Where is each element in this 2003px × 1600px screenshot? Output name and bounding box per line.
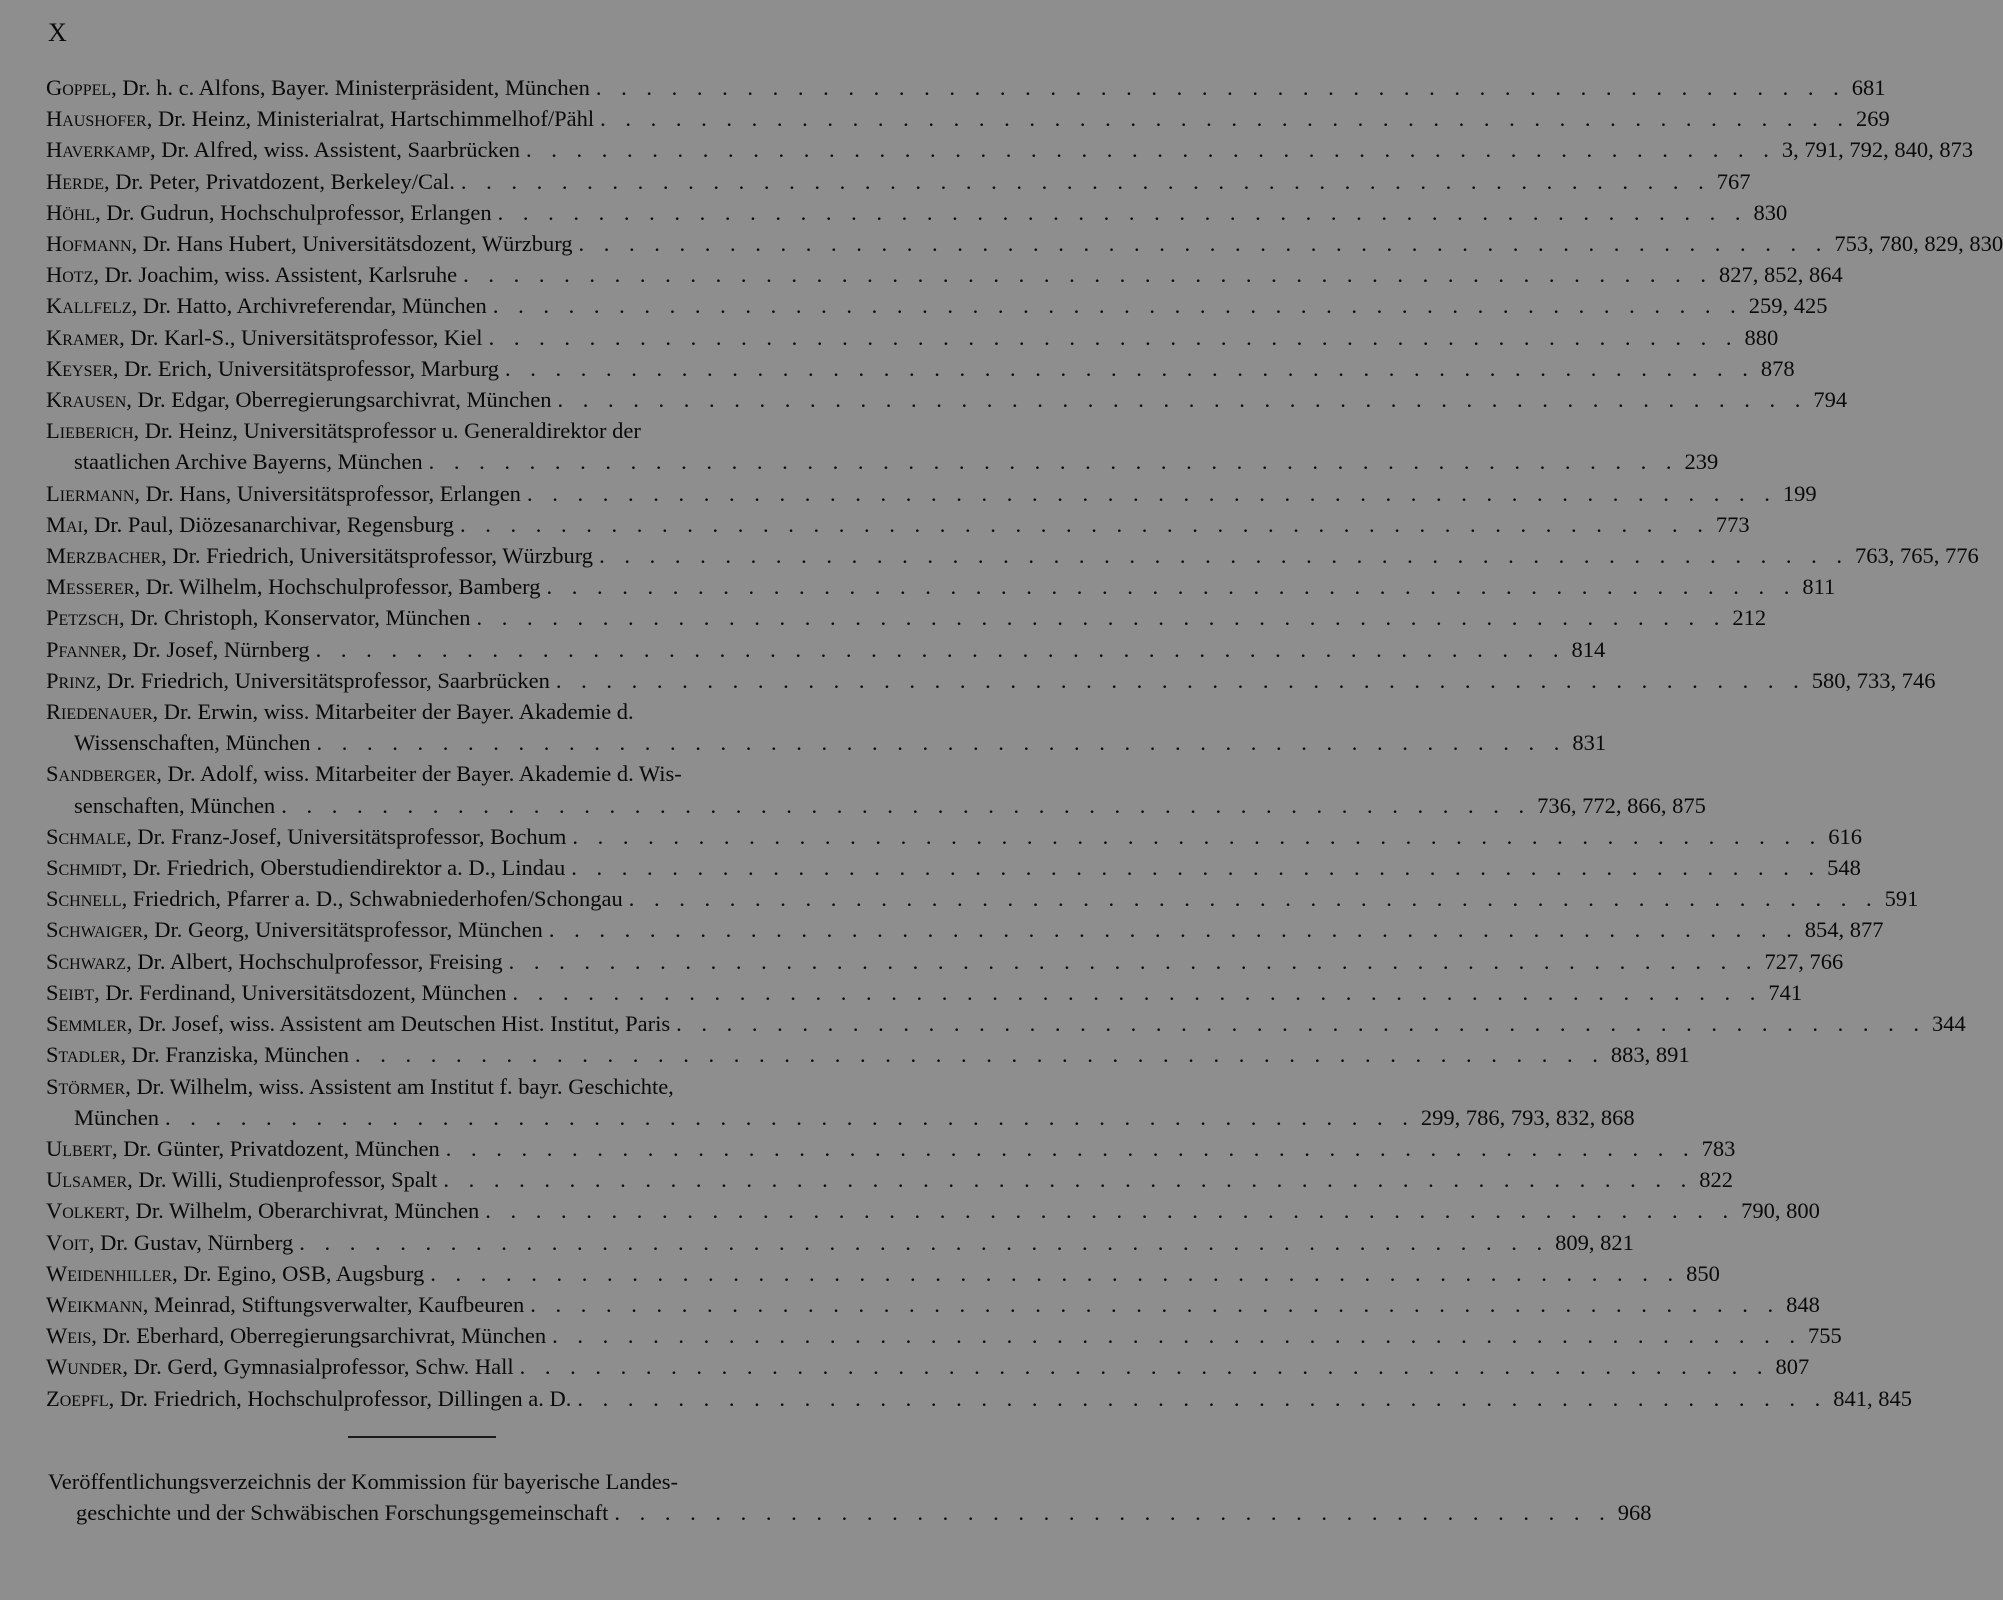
footer-page-ref: 968 [1617,1500,1652,1526]
leader-dots: . . . . . . . . . . . . . . . . . . . . . . . . . . . . . . . . . . . . . . . . . . . . . . . . . . [315,636,1566,662]
entry-text [46,634,310,665]
index-entry [46,134,1974,165]
entry-page-refs: 736, 772, 866, 875 [1537,792,1706,818]
entry-surname: Goppel [46,75,112,100]
leader-dots: . . . . . . . . . . . . . . . . . . . . . . . . . . . . . . . . . . . . . . . . . . . . . . . . . . [595,75,1846,100]
entry-line-2 [46,790,1706,821]
entry-details: , Dr. Eberhard, Oberregierungsarchivrat, München [91,1323,547,1349]
leader-dots: . . . . . . . . . . . . . . . . . . . . . . . . . . . . . . . . . . . . . . . . . . . . . . . . . . [281,792,1532,818]
entry-surname: Stadler [46,1042,121,1068]
index-entry [46,166,1751,197]
entry-text [46,914,543,945]
index-entry [46,1133,1736,1164]
entry-details: , Dr. Wilhelm, wiss. Assistent am Institut f. bayr. Geschichte, [125,1073,674,1099]
leader-dots: . . . . . . . . . . . . . . . . . . . . . . . . . . . . . . . . . . . . . . . . . . . . . . . . . . [355,1042,1605,1068]
entry-text [46,509,454,540]
entry-surname: Herde [46,168,105,194]
index-entry [46,1383,1913,1414]
index-entry [46,1071,1635,1133]
entry-text [46,1258,424,1289]
entry-line-1 [46,415,944,446]
entry-details: , Dr. Wilhelm, Hochschulprofessor, Bamberg [134,574,541,600]
entry-surname: Weikmann [46,1291,143,1317]
entry-surname: Sandberger [46,761,157,787]
leader-dots: . . . . . . . . . . . . . . . . . . . . . . . . . . . . . . . . . . . . . . . . . . . . . . . . . . [577,1385,1828,1411]
leader-dots: . . . . . . . . . . . . . . . . . . . . . . . . . . . . . . . . . . . . . . . . . . . . . . . . . . [299,1229,1550,1255]
entry-surname: Ulbert [46,1135,112,1161]
leader-dots: . . . . . . . . . . . . . . . . . . . . . . . . . . . . . . . . . . . . . . . . . . . . . . . . . . [571,855,1822,881]
entry-surname: Zoepfl [46,1385,109,1411]
entry-page-refs: 763, 765, 776 [1854,543,1979,569]
leader-dots: . . . . . . . . . . . . . . . . . . . . . . . . . . . . . . . . . . . . . . . . . . . . . . . . . . [552,1323,1802,1349]
entry-surname: Riedenauer [46,699,153,725]
entry-details: , Dr. Georg, Universitätsprofessor, München [142,917,543,943]
entry-text [46,134,520,165]
entry-text [46,1320,546,1351]
entry-text [46,322,483,353]
leader-dots: . . . . . . . . . . . . . . . . . . . . . . . . . . . . . . . . . . . . . . . . . . . . . . . . . . [463,262,1713,288]
leader-dots: . . . . . . . . . . . . . . . . . . . . . . . . . . . . . . . . . . . . . . . . . . . . . . . . . . [546,574,1797,600]
leader-dots: . . . . . . . . . . . . . . . . . . . . . . . . . . . . . . . . . . . . . . . . . . . . . . . . . . [512,979,1763,1005]
entry-text [46,1039,349,1070]
entry-surname: Störmer [46,1073,126,1099]
leader-dots: . . . . . . . . . . . . . . . . . . . . . . . . . . . . . . . . . . . . . . . . . . . . . . . . . . [428,449,1679,475]
leader-dots: . . . . . . . . . . . . . . . . . . . . . . . . . . . . . . . . . . . . . . . . . . . . . . . . . . [526,480,1777,506]
entry-details: , Dr. Alfred, wiss. Assistent, Saarbrücken [149,137,520,163]
entry-details: , Dr. Franziska, München [120,1042,350,1068]
entry-page-refs: 848 [1786,1291,1820,1317]
entry-text [46,259,457,290]
entry-details: , Dr. Heinz, Universitätsprofessor u. Generaldirektor der [133,418,641,444]
index-entry [46,290,1828,321]
entry-text [46,353,499,384]
entry-details: , Friedrich, Pfarrer a. D., Schwabniederhofen/Schongau [121,886,623,912]
leader-dots: . . . . . . . . . . . . . . . . . . . . . . . . . . . . . . . . . . . . . . . . . . . . . . . . . . [488,324,1739,350]
index-entry [46,478,1817,509]
index-entry [46,634,1606,665]
index-entry [46,977,1803,1008]
entry-surname: Semmler [46,1011,127,1037]
entry-details-continued: München [74,1104,159,1130]
entry-page-refs: 741 [1768,979,1803,1005]
leader-dots: . . . . . . . . . . . . . . . . . . . . . . . . . . . . . . . . . . . . . . . . . . . . . . . . . . [492,293,1743,319]
entry-details: , Dr. Willi, Studienprofessor, Spalt [127,1167,438,1193]
entry-surname: Kallfelz [46,293,132,319]
entry-text [46,228,573,259]
entry-details: , Dr. Christoph, Konservator, München [118,605,471,631]
index-entry [46,571,1836,602]
footer-line-2-text: geschichte und der Schwäbischen Forschungsgemeinschaft [76,1500,609,1526]
entry-page-refs: 580, 733, 746 [1811,667,1936,693]
entry-surname: Schwarz [46,948,127,974]
index-entry [46,415,1719,477]
entry-surname: Voit [46,1229,89,1255]
leader-dots: . . . . . . . . . . . . . . . . . . . . . . . . . . . . . . . . . . . . . . . . . . . . . . . . . . [578,231,1829,257]
entry-surname: Haushofer [46,106,147,132]
leader-dots: . . . . . . . . . . . . . . . . . . . . . . . . . . . . . . . . . . . . . . . . . . . . . . . . . . [445,1135,1696,1161]
entry-surname: Messerer [46,574,135,600]
leader-dots: . . . . . . . . . . . . . . . . . . . . . . . . . . . . . . . . . . . . . . . . . . . . . . . . . . [557,387,1808,413]
entry-line-1 [46,758,944,789]
index-entry [46,1351,1810,1382]
entry-text [46,1008,670,1039]
entry-details: , Dr. Hans Hubert, Universitätsdozent, Würzburg [131,231,573,257]
entry-page-refs: 814 [1571,636,1606,662]
entry-surname: Mai [46,511,83,537]
entry-surname: Pfanner [46,636,122,662]
entry-details: , Dr. Erwin, wiss. Mitarbeiter der Bayer. Akademie d. [152,699,634,725]
leader-dots: . . . . . . . . . . . . . . . . . . . . . . . . . . . . . . . . . . . . . . . . . . . . . . . . . . [485,1198,1736,1224]
entry-text [46,166,455,197]
index-entry [46,353,1795,384]
entry-details: , Dr. Josef, wiss. Assistent am Deutschen Hist. Institut, Paris [126,1011,671,1037]
entry-details: , Dr. Wilhelm, Oberarchivrat, München [124,1198,480,1224]
entry-text [46,103,594,134]
index-entry [46,540,1979,571]
entry-details: , Dr. Peter, Privatdozent, Berkeley/Cal. [104,168,455,194]
entry-surname: Volkert [46,1198,125,1224]
index-entry [46,665,1936,696]
entry-details: , Dr. Egino, OSB, Augsburg [172,1260,425,1286]
entry-surname: Keyser [46,355,113,381]
entry-surname: Kramer [46,324,120,350]
entry-page-refs: 841, 845 [1833,1385,1913,1411]
index-entry [46,384,1848,415]
entry-surname: Krausen [46,387,127,413]
entry-page-refs: 807 [1775,1354,1810,1380]
entry-line-1 [46,696,944,727]
entry-details-continued: senschaften, München [74,792,276,818]
entry-surname: Hofmann [46,231,132,257]
leader-dots: . . . . . . . . . . . . . . . . . . . . . . . . . . . . . . . . . . . . . . . . . . . . . . . . . . [600,106,1850,132]
entry-text [46,821,566,852]
entry-details: , Dr. Ferdinand, Universitätsdozent, München [94,979,507,1005]
entry-page-refs: 269 [1856,106,1890,132]
entry-page-refs: 344 [1931,1011,1966,1037]
entry-details: , Dr. Gerd, Gymnasialprofessor, Schw. Hall [122,1354,514,1380]
entry-line-2 [46,446,1719,477]
leader-dots: . . . . . . . . . . . . . . . . . . . . . . . . . . . . . . . . . . . . . . . . . . . . . . . . . . [430,1260,1681,1286]
leader-dots: . . . . . . . . . . . . . . . . . . . . . . . . . . . . . . . . . . . . . . . . . . . . . . . . . . [530,1291,1781,1317]
entry-surname: Seibt [46,979,95,1005]
entry-page-refs: 790, 800 [1741,1198,1820,1224]
entry-surname: Wunder [46,1354,123,1380]
entry-page-refs: 259, 425 [1748,293,1828,319]
entry-page-refs: 831 [1572,730,1607,756]
entry-surname: Lieberich [46,418,134,444]
index-entry [46,602,1767,633]
entry-surname: Ulsamer [46,1167,128,1193]
entry-page-refs: 681 [1851,75,1886,100]
entry-page-refs: 827, 852, 864 [1718,262,1843,288]
leader-dots: . . . . . . . . . . . . . . . . . . . . . . . . . . . . . . . . . . . . . . . . . . . . . . . . . . [548,917,1799,943]
entry-page-refs: 854, 877 [1804,917,1884,943]
entry-page-refs: 616 [1828,823,1862,849]
entry-line-2 [46,1102,1635,1133]
entry-text [46,665,550,696]
entry-details: , Dr. Adolf, wiss. Mitarbeiter der Bayer. Akademie d. Wis- [156,761,682,787]
entry-text [46,384,551,415]
entry-text [46,1195,479,1226]
entry-details: , Dr. Friedrich, Universitätsprofessor, Würzburg [161,543,594,569]
entry-surname: Hotz [46,262,94,288]
entry-details: , Dr. Friedrich, Universitätsprofessor, Saarbrücken [95,667,550,693]
index-entry [46,1289,1820,1320]
entry-page-refs: 199 [1782,480,1817,506]
index-entry [46,259,1843,290]
entry-surname: Schmale [46,823,127,849]
entry-page-refs: 811 [1802,574,1836,600]
entry-surname: Petzsch [46,605,119,631]
entry-text [46,72,590,103]
entry-page-refs: 3, 791, 792, 840, 873 [1781,137,1974,163]
entry-page-refs: 830 [1753,199,1788,225]
entry-page-refs: 591 [1884,886,1919,912]
entry-surname: Weidenhiller [46,1260,173,1286]
entry-page-refs: 727, 766 [1764,948,1844,974]
leader-dots: . . . . . . . . . . . . . . . . . . . . . . . . . . . . . . . . . . . . . . . . [614,1500,1612,1526]
index-entry [46,228,2003,259]
index-entry [46,72,1886,103]
entry-details-continued: staatlichen Archive Bayerns, München [74,449,423,475]
index-entry [46,1039,1690,1070]
entry-details: , Dr. h. c. Alfons, Bayer. Ministerpräsident, München [111,75,590,100]
entry-page-refs: 755 [1807,1323,1842,1349]
entry-text [46,852,565,883]
entry-surname: Merzbacher [46,543,162,569]
contributor-index [46,72,2003,1414]
entry-details: , Dr. Günter, Privatdozent, München [111,1135,440,1161]
entry-text [46,977,506,1008]
entry-text [46,1289,524,1320]
entry-page-refs: 773 [1715,511,1750,537]
leader-dots: . . . . . . . . . . . . . . . . . . . . . . . . . . . . . . . . . . . . . . . . . . . . . . . . . . [676,1011,1926,1037]
entry-surname: Liermann [46,480,135,506]
entry-line-2 [46,727,1607,758]
leader-dots: . . . . . . . . . . . . . . . . . . . . . . . . . . . . . . . . . . . . . . . . . . . . . . . . . . [525,137,1776,163]
footer-entry [48,1466,1652,1528]
entry-details-continued: Wissenschaften, München [74,730,311,756]
leader-dots: . . . . . . . . . . . . . . . . . . . . . . . . . . . . . . . . . . . . . . . . . . . . . . . . . . [628,886,1879,912]
entry-page-refs: 880 [1744,324,1779,350]
footer-line-2 [48,1497,1652,1528]
entry-details: , Dr. Gustav, Nürnberg [88,1229,294,1255]
leader-dots: . . . . . . . . . . . . . . . . . . . . . . . . . . . . . . . . . . . . . . . . . . . . . . . . . . [316,730,1567,756]
index-entry [46,758,1706,820]
index-entry [46,821,1862,852]
entry-details: , Dr. Paul, Diözesanarchivar, Regensburg [82,511,454,537]
entry-surname: Schmidt [46,855,122,881]
index-entry [46,696,1607,758]
entry-text [46,290,487,321]
index-entry [46,1164,1734,1195]
leader-dots: . . . . . . . . . . . . . . . . . . . . . . . . . . . . . . . . . . . . . . . . . . . . . . . . . . [519,1354,1770,1380]
entry-page-refs: 753, 780, 829, 830 [1834,231,2003,257]
entry-page-refs: 878 [1760,355,1795,381]
entry-page-refs: 548 [1827,855,1861,881]
entry-page-refs: 850 [1686,1260,1720,1286]
index-entry [46,322,1779,353]
entry-details: , Dr. Hatto, Archivreferendar, München [131,293,487,319]
leader-dots: . . . . . . . . . . . . . . . . . . . . . . . . . . . . . . . . . . . . . . . . . . . . . . . . . . [476,605,1727,631]
entry-details: , Dr. Friedrich, Oberstudiendirektor a. D., Lindau [121,855,566,881]
entry-surname: Prinz [46,667,96,693]
footer-line-1: Veröffentlichungsverzeichnis der Kommission für bayerische Landes- [48,1469,679,1494]
entry-details: , Dr. Hans, Universitätsprofessor, Erlangen [134,480,521,506]
index-entry [46,1258,1720,1289]
entry-text [46,1351,514,1382]
entry-surname: Haverkamp [46,137,150,163]
entry-text [46,1383,571,1414]
entry-text [46,478,521,509]
index-entry [46,1008,1966,1039]
leader-dots: . . . . . . . . . . . . . . . . . . . . . . . . . . . . . . . . . . . . . . . . . . . . . . . . . . [508,948,1759,974]
entry-page-refs: 822 [1699,1167,1734,1193]
leader-dots: . . . . . . . . . . . . . . . . . . . . . . . . . . . . . . . . . . . . . . . . . . . . . . . . . . [572,823,1823,849]
entry-text [46,540,593,571]
index-entry [46,946,1844,977]
entry-details: , Dr. Edgar, Oberregierungsarchivrat, München [126,387,552,413]
index-entry [46,883,1919,914]
index-entry [46,852,1861,883]
index-entry [46,1195,1820,1226]
entry-text [46,883,623,914]
leader-dots: . . . . . . . . . . . . . . . . . . . . . . . . . . . . . . . . . . . . . . . . . . . . . . . . . . [459,511,1710,537]
entry-page-refs: 809, 821 [1555,1229,1634,1255]
entry-surname: Höhl [46,199,96,225]
entry-surname: Schnell [46,886,122,912]
section-divider [348,1436,496,1438]
entry-page-refs: 767 [1716,168,1751,194]
entry-page-refs: 883, 891 [1610,1042,1690,1068]
leader-dots: . . . . . . . . . . . . . . . . . . . . . . . . . . . . . . . . . . . . . . . . . . . . . . . . . . [555,667,1806,693]
entry-details: , Dr. Albert, Hochschulprofessor, Freising [126,948,503,974]
leader-dots: . . . . . . . . . . . . . . . . . . . . . . . . . . . . . . . . . . . . . . . . . . . . . . . . . . [497,199,1748,225]
index-entry [46,509,1750,540]
entry-page-refs: 239 [1684,449,1719,475]
entry-text [46,946,503,977]
index-entry [46,197,1788,228]
entry-details: , Dr. Gudrun, Hochschulprofessor, Erlangen [95,199,492,225]
entry-page-refs: 783 [1701,1135,1736,1161]
leader-dots: . . . . . . . . . . . . . . . . . . . . . . . . . . . . . . . . . . . . . . . . . . . . . . . . . . [599,543,1849,569]
entry-details: , Dr. Franz-Josef, Universitätsprofessor, Bochum [126,823,567,849]
entry-text [46,571,541,602]
leader-dots: . . . . . . . . . . . . . . . . . . . . . . . . . . . . . . . . . . . . . . . . . . . . . . . . . . [505,355,1755,381]
entry-text [46,1164,437,1195]
entry-details: , Dr. Joachim, wiss. Assistent, Karlsruhe [93,262,458,288]
entry-details: , Dr. Erich, Universitätsprofessor, Marburg [112,355,500,381]
entry-details: , Dr. Karl-S., Universitätsprofessor, Kiel [119,324,483,350]
entry-text [46,602,471,633]
entry-details: , Dr. Heinz, Ministerialrat, Hartschimmelhof/Pähl [146,106,595,132]
entry-details: , Meinrad, Stiftungsverwalter, Kaufbeuren [142,1291,525,1317]
entry-page-refs: 212 [1732,605,1767,631]
index-entry [46,1227,1634,1258]
entry-text [46,1133,440,1164]
entry-page-refs: 794 [1813,387,1848,413]
leader-dots: . . . . . . . . . . . . . . . . . . . . . . . . . . . . . . . . . . . . . . . . . . . . . . . . . . [460,168,1711,194]
entry-details: , Dr. Josef, Nürnberg [121,636,310,662]
entry-text [46,1227,293,1258]
entry-page-refs: 299, 786, 793, 832, 868 [1420,1104,1635,1130]
entry-surname: Schwaiger [46,917,143,943]
page-number: X [48,18,67,47]
entry-details: , Dr. Friedrich, Hochschulprofessor, Dillingen a. D. [108,1385,572,1411]
index-entry [46,103,1890,134]
index-entry [46,914,1884,945]
entry-line-1 [46,1071,944,1102]
index-entry [46,1320,1842,1351]
entry-surname: Weis [46,1323,92,1349]
leader-dots: . . . . . . . . . . . . . . . . . . . . . . . . . . . . . . . . . . . . . . . . . . . . . . . . . . [164,1104,1415,1130]
entry-text [46,197,492,228]
leader-dots: . . . . . . . . . . . . . . . . . . . . . . . . . . . . . . . . . . . . . . . . . . . . . . . . . . [443,1167,1694,1193]
